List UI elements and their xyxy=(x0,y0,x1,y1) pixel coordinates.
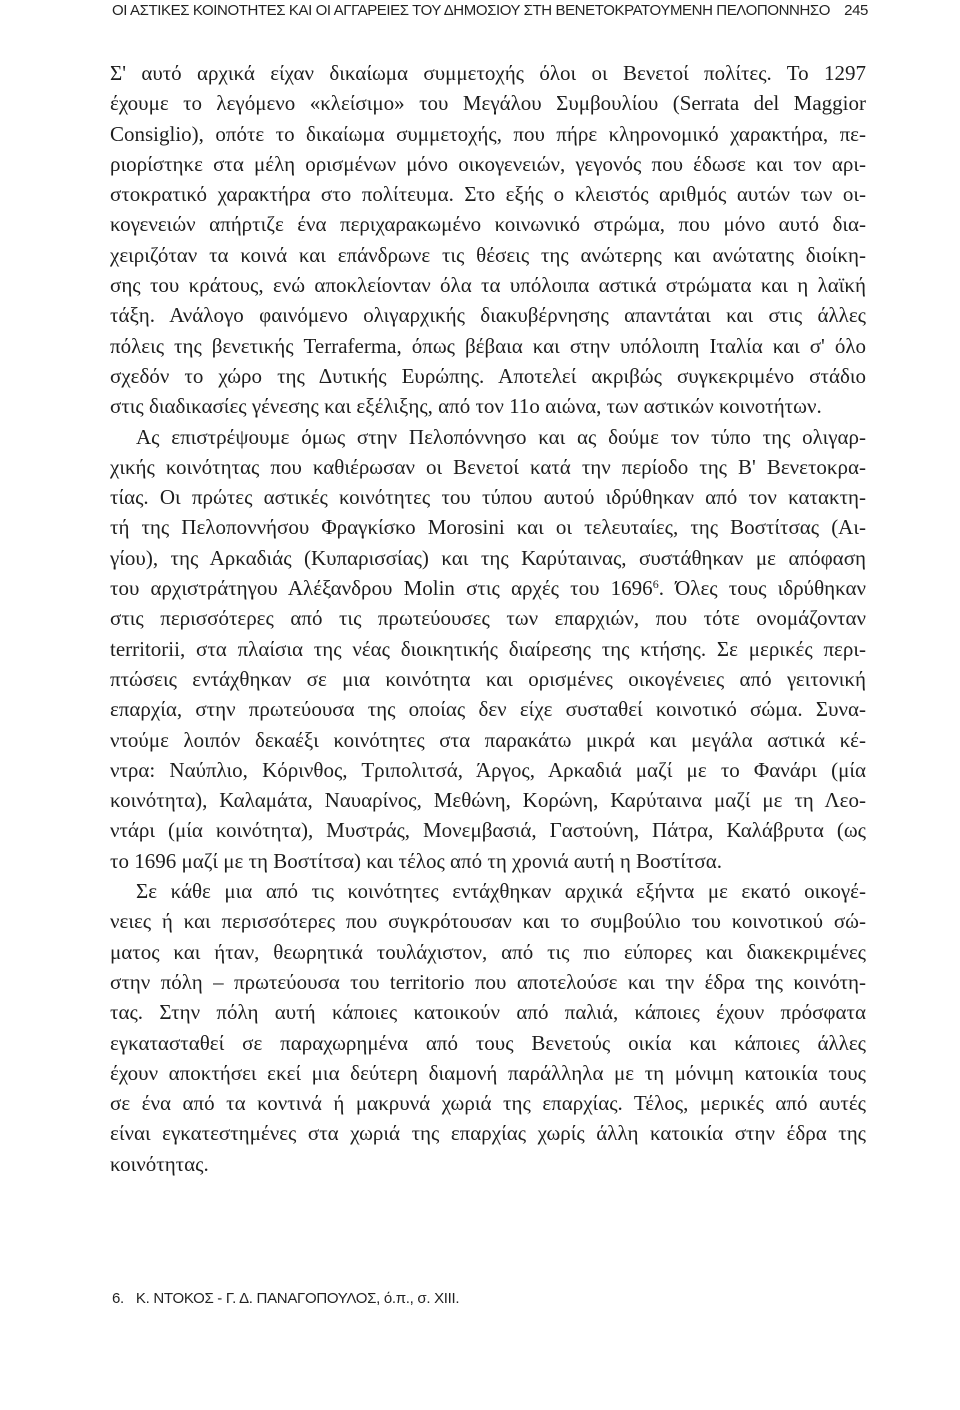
text-line: στις διαδικασίες γένεσης και εξέλιξης, από τον 11ο αιώνα, των αστικών κοινοτήτων. xyxy=(110,394,822,419)
text-line: πτώσεις εντάχθηκαν σε μια κοινότητα και ορισμένες οικογένειες από γειτονική xyxy=(110,666,866,691)
page-number: 245 xyxy=(844,2,868,19)
text-line: Σ' αυτό αρχικά είχαν δικαίωμα συμμετοχής όλοι οι Βενετοί πολίτες. Το 1297 xyxy=(110,61,866,85)
text-line: τας. Στην πόλη αυτή κάποιες κατοικούν από παλιά, κάποιες έχουν πρόσφατα xyxy=(110,1000,866,1025)
text-line: ριορίστηκε στα μέλη ορισμένων μόνο οικογενειών, γεγονός που έδωσε και τον αρι- xyxy=(110,151,866,176)
text-line: Consiglio), οπότε το δικαίωμα συμμετοχής, που πήρε κληρονομικό χαρακτήρα, πε- xyxy=(110,121,866,146)
text-line: χειριζόταν τα κοινά και επάνδρωνε τις θέσεις της ανώτερης και ανώτατης διοίκη- xyxy=(110,242,866,267)
text-line: κοινότητας. xyxy=(110,1151,209,1176)
footnote xyxy=(112,1290,459,1307)
footnote-reference[interactable]: 6 xyxy=(652,577,659,592)
main-text xyxy=(110,58,866,1179)
text-line: το 1696 μαζί με τη Βοστίτσα) και τέλος από τη χρονιά αυτή η Βοστίτσα. xyxy=(110,848,722,873)
footnote-number: 6. xyxy=(112,1290,124,1307)
text-line: τάξη. Ανάλογο φαινόμενο ολιγαρχικής διακυβέρνησης απαντάται και στις άλλες xyxy=(110,303,866,328)
text-line: έχουμε το λεγόμενο «κλείσιμο» του Μεγάλου Συμβουλίου (Serrata del Maggior xyxy=(110,91,866,116)
text-line: σε ένα από τα κοντινά ή μακρυνά χωριά της επαρχίας. Τέλος, μερικές από αυτές xyxy=(110,1091,866,1116)
text-line: Ας επιστρέψουμε όμως στην Πελοπόννησο και ας δούμε τον τύπο της ολιγαρ- xyxy=(136,424,866,449)
text-line: τή της Πελοποννήσου Φραγκίσκο Morosini και οι τελευταίες, της Βοστίτσας (Αι- xyxy=(110,515,866,540)
text-line: χικής κοινότητας που καθιέρωσαν οι Βενετοί κατά την περίοδο της Β' Βενετοκρα- xyxy=(110,454,866,479)
text-line: σχεδόν το χώρο της Δυτικής Ευρώπης. Αποτελεί ακριβώς συγκεκριμένο στάδιο xyxy=(110,363,866,388)
text-line: territorii, στα πλαίσια της νέας διοικητικής διαίρεσης της κτήσης. Σε μερικές περι- xyxy=(110,636,866,661)
text-line: στοκρατικό χαρακτήρα στο πολίτευμα. Στο εξής ο κλειστός αριθμός αυτών των οι- xyxy=(110,182,866,207)
text-line: επαρχία, στην πρωτεύουσα της οποίας δεν είχε συσταθεί κοινοτικό σώμα. Συνα- xyxy=(110,697,866,722)
footnote-text: Κ. ΝΤΟΚΟΣ - Γ. Δ. ΠΑΝΑΓΟΠΟΥΛΟΣ, ό.π., σ. XIII. xyxy=(135,1290,460,1307)
text-line: τίας. Οι πρώτες αστικές κοινότητες του τύπου αυτού ιδρύθηκαν από τον κατακτη- xyxy=(110,485,866,510)
text-line: πόλεις της βενετικής Terraferma, όπως βέβαια και στην υπόλοιπη Ιταλία και σ' όλο xyxy=(110,333,866,358)
text-line: στις περισσότερες από τις πρωτεύουσες των επαρχιών, που τότε ονομάζονταν xyxy=(110,606,866,631)
text-line: στην πόλη – πρωτεύουσα του territorio που αποτελούσε και την έδρα της κοινότη- xyxy=(110,969,866,994)
text-line: νειες ή και περισσότερες που συγκρότουσαν και το συμβούλιο του κοινοτικού σώ- xyxy=(110,909,866,934)
text-line: κογενειών απήρτιζε ένα περιχαρακωμένο κοινωνικό στρώμα, που μόνο αυτό δια- xyxy=(110,212,866,237)
text-line: γίου), της Αρκαδιάς (Κυπαρισσίας) και της Καρύταινας, συστάθηκαν με απόφαση xyxy=(110,545,866,570)
text-fragment: . Όλες τους ιδρύθηκαν xyxy=(658,576,867,601)
text-line: είναι εγκατεστημένες στα χωριά της επαρχίας χωρίς άλλη κατοικία στην έδρα της xyxy=(110,1121,866,1146)
text-fragment: του αρχιστράτηγου Αλέξανδρου Molin στις αρχές του 1696 xyxy=(110,576,653,601)
text-line: εγκατασταθεί σε παραχωρημένα από τους Βενετούς οικία και κάποιες άλλες xyxy=(110,1030,866,1055)
text-line: κοινότητα), Καλαμάτα, Ναυαρίνος, Μεθώνη, Κορώνη, Καρύταινα μαζί με τη Λεο- xyxy=(110,788,866,813)
running-title: ΟΙ ΑΣΤΙΚΕΣ ΚΟΙΝΟΤΗΤΕΣ ΚΑΙ ΟΙ ΑΓΓΑΡΕΙΕΣ ΤΟΥ ΔΗΜΟΣΙΟΥ ΣΤΗ ΒΕΝΕΤΟΚΡΑΤΟΥΜΕΝΗ ΠΕΛΟΠΟΝΝΗΣΟ xyxy=(112,2,831,19)
text-line: έχουν αποκτήσει εκεί μια δεύτερη διαμονή παράλληλα με τη μόνιμη κατοικία τους xyxy=(110,1060,866,1085)
text-line-with-footnote xyxy=(110,573,866,603)
running-header xyxy=(112,2,868,24)
text-line: ντρα: Ναύπλιο, Κόρινθος, Τριπολιτσά, Άργος, Αρκαδιά μαζί με το Φανάρι (μία xyxy=(110,757,866,782)
text-line: ντάρι (μία κοινότητα), Μυστράς, Μονεμβασιά, Γαστούνη, Πάτρα, Καλάβρυτα (ως xyxy=(110,818,866,843)
text-line: Σε κάθε μια από τις κοινότητες εντάχθηκαν αρχικά εξήντα με εκατό οικογέ- xyxy=(136,879,866,904)
text-line: ματος και ήταν, θεωρητικά τουλάχιστον, από τις πιο εύπορες και διακεκριμένες xyxy=(110,939,866,964)
text-line: ντούμε λοιπόν δεκαέξι κοινότητες στα παρακάτω μικρά και μεγάλα αστικά κέ- xyxy=(110,727,866,752)
text-line: σης του κράτους, ενώ αποκλείονταν όλα τα υπόλοιπα αστικά στρώματα και η λαϊκή xyxy=(110,273,866,298)
